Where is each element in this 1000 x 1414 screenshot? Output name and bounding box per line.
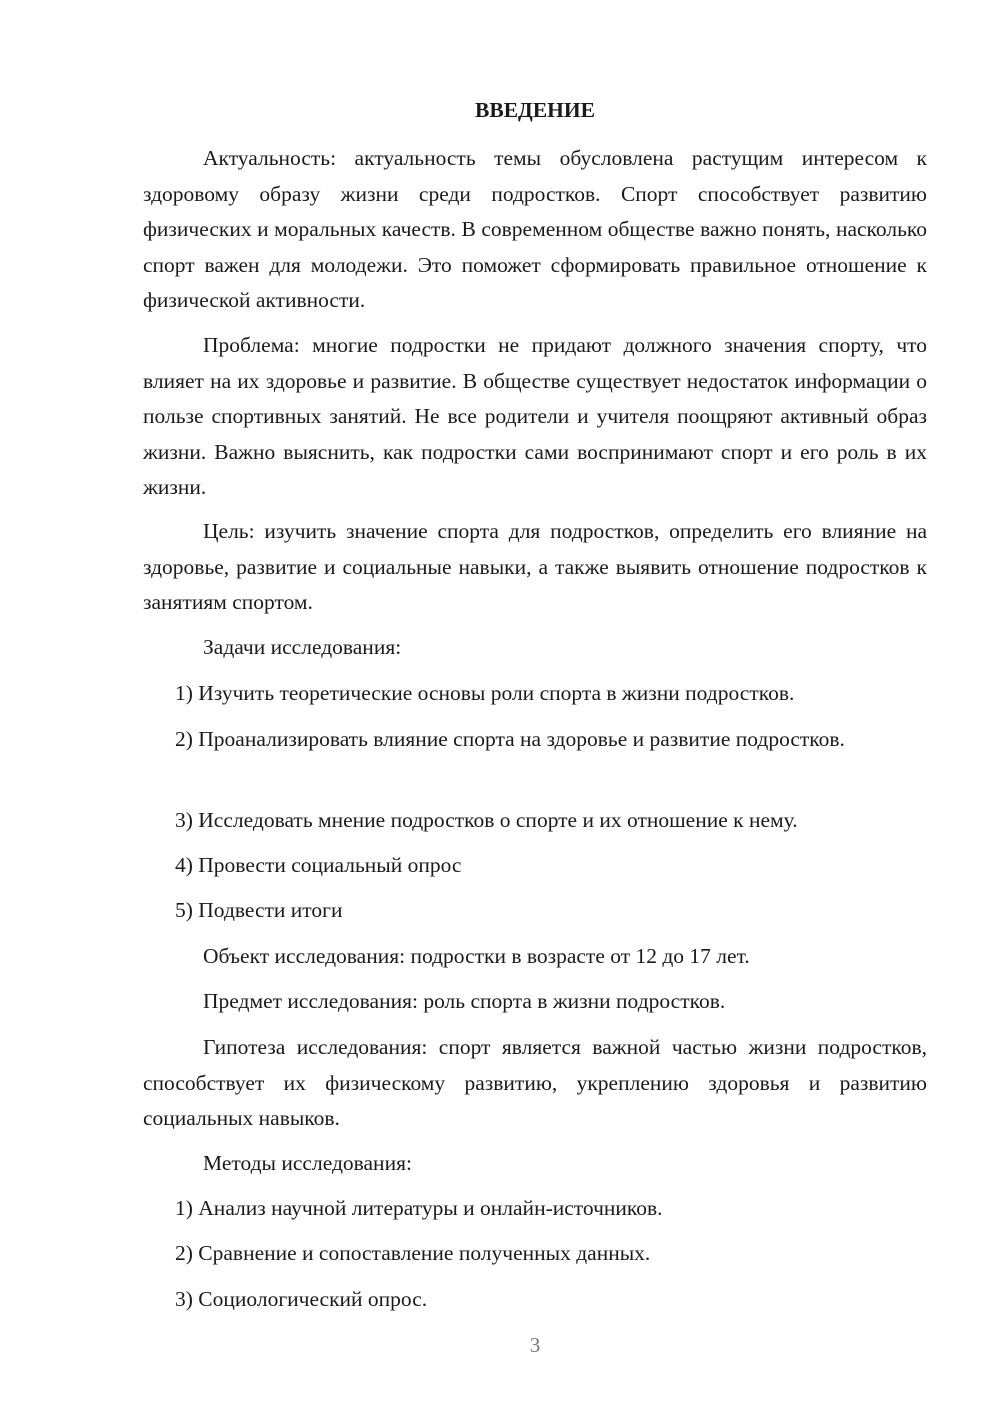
problem-paragraph: Проблема: многие подростки не придают должного значения спорту, что влияет на их здоровье и развитие. В обществе существует недостаток информации о пользе спортивных занятий. Не все родители и учителя поощряют активный образ жизни. Важно выяснить, как подростки сами воспринимают спорт и его роль в их жизни. — [143, 333, 927, 499]
hypothesis-paragraph: Гипотеза исследования: спорт является важной частью жизни подростков, способствует их физическому развитию, укреплению здоровья и развитию социальных навыков. — [143, 1035, 927, 1130]
method-item-2: 2) Сравнение и сопоставление полученных данных. — [175, 1241, 651, 1265]
section-heading: ВВЕДЕНИЕ — [475, 98, 595, 122]
task-item-2: 2) Проанализировать влияние спорта на здоровье и развитие подростков. — [175, 727, 845, 751]
subject-paragraph: Предмет исследования: роль спорта в жизни подростков. — [203, 989, 726, 1013]
methods-title: Методы исследования: — [203, 1151, 412, 1175]
task-item-4: 4) Провести социальный опрос — [175, 853, 462, 877]
relevance-paragraph: Актуальность: актуальность темы обусловлена растущим интересом к здоровому образу жизни среди подростков. Спорт способствует развитию физических и моральных качеств. В современном обществе важно понять, насколько спорт важен для молодежи. Это поможет сформировать правильное отношение к физической активности. — [143, 146, 927, 312]
method-item-3: 3) Социологический опрос. — [175, 1287, 428, 1311]
goal-paragraph: Цель: изучить значение спорта для подростков, определить его влияние на здоровье, развитие и социальные навыки, а также выявить отношение подростков к занятиям спортом. — [143, 519, 927, 614]
task-item-5: 5) Подвести итоги — [175, 898, 343, 922]
tasks-title: Задачи исследования: — [203, 635, 402, 659]
task-item-3: 3) Исследовать мнение подростков о спорте и их отношение к нему. — [175, 808, 798, 832]
task-item-1: 1) Изучить теоретические основы роли спорта в жизни подростков. — [175, 681, 795, 705]
method-item-1: 1) Анализ научной литературы и онлайн-источников. — [175, 1196, 663, 1220]
page-number: 3 — [529, 1333, 541, 1357]
object-paragraph: Объект исследования: подростки в возрасте от 12 до 17 лет. — [203, 944, 750, 968]
